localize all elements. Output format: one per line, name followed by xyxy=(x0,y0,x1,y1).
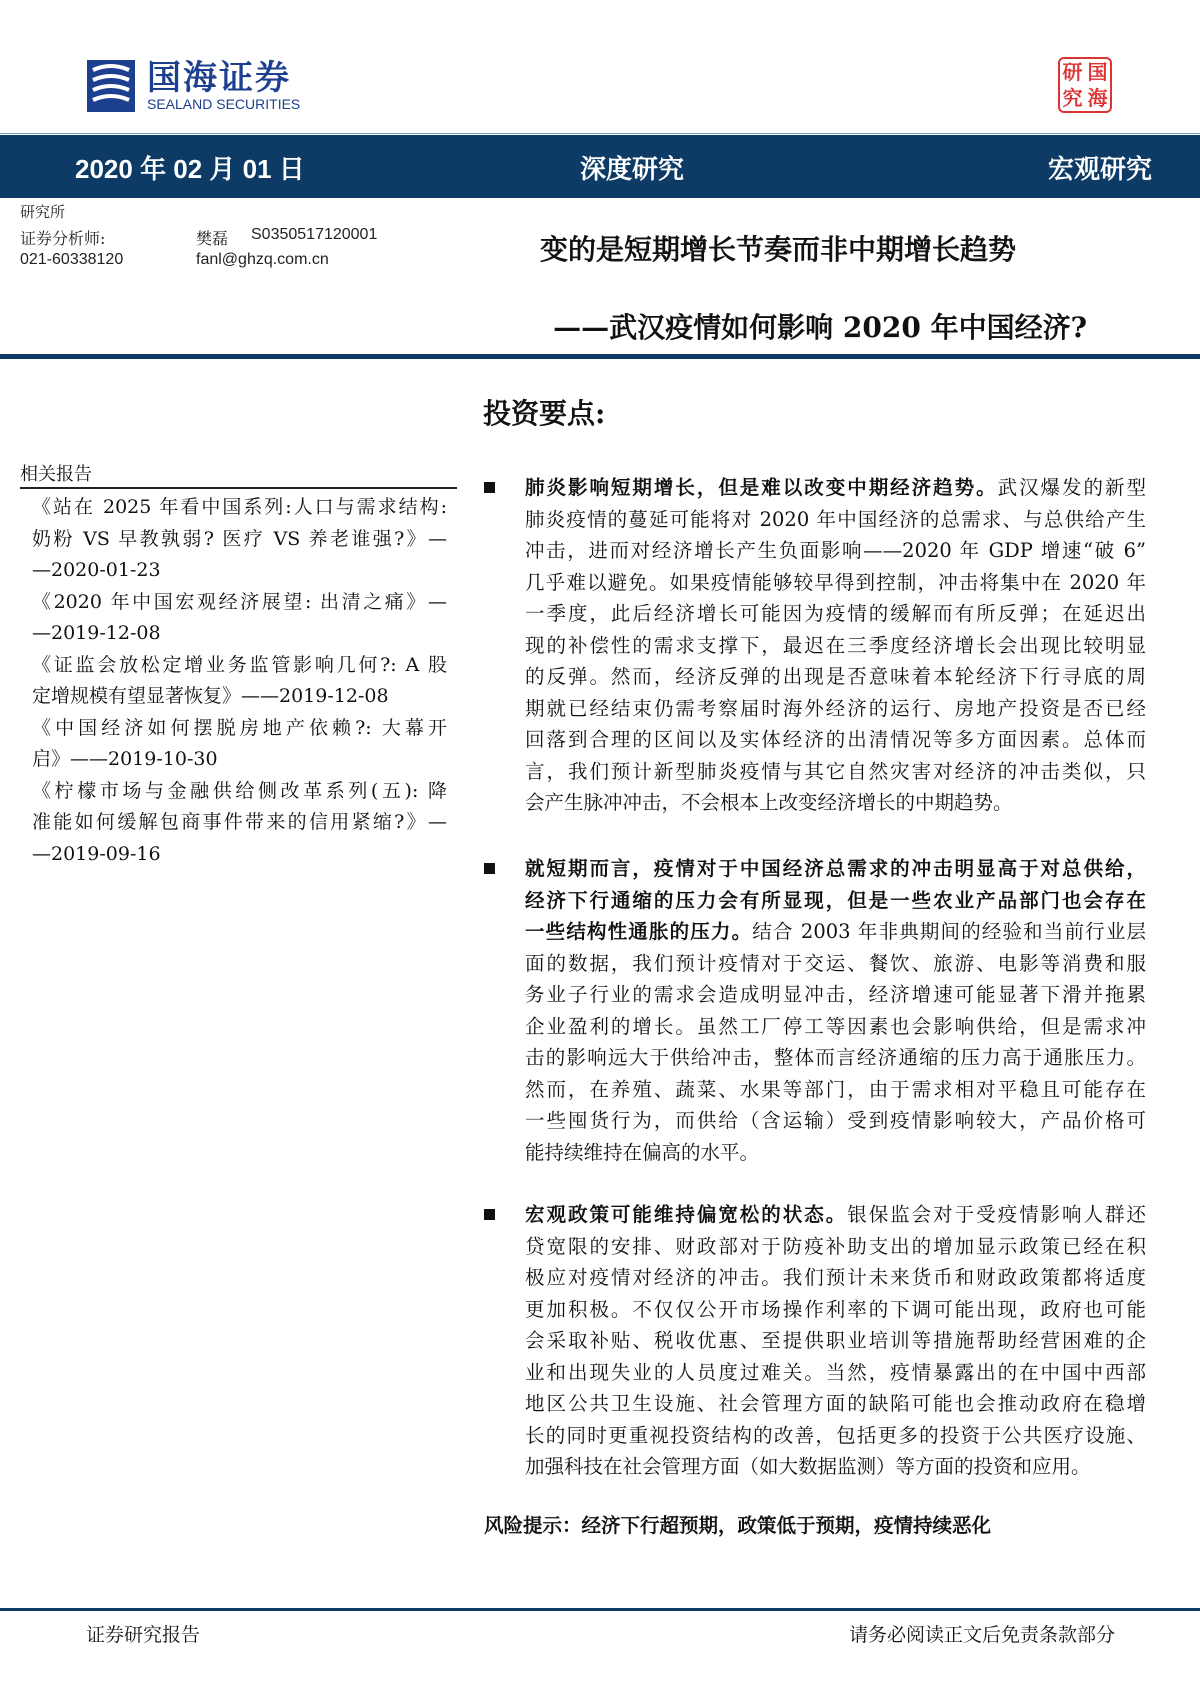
analyst-name: 樊磊 xyxy=(196,229,229,248)
paragraph-line xyxy=(525,1294,1146,1326)
key-point-3 xyxy=(484,1199,1146,1483)
body-text: 结合 2003 年非典期间的经验和当前行业层 xyxy=(752,920,1146,943)
paragraph-line xyxy=(525,1357,1146,1389)
body-text: 一季度，此后经济增长可能因为疫情的缓解而有所反弹；在延迟出 xyxy=(525,602,1146,625)
body-text: 会采取补贴、税收优惠、至提供职业培训等措施帮助经营困难的企 xyxy=(525,1329,1146,1352)
brand-name-cn: 国海证券 xyxy=(147,58,291,98)
related-report-line[interactable]: 定增规模有望显著恢复》——2019-12-08 xyxy=(32,685,389,707)
body-text: 期就已经结束仍需考察届时海外经济的运行、房地产投资是否已经 xyxy=(525,696,1146,720)
divider xyxy=(0,133,1200,134)
paragraph-line xyxy=(525,630,1146,662)
related-report-line[interactable]: 奶粉 VS 早教孰弱? 医疗 VS 养老谁强?》— xyxy=(32,527,447,550)
footer-left: 证券研究报告 xyxy=(86,1624,201,1646)
body-text: 长的同时更重视投资结构的改善，包括更多的投资于公共医疗设施、 xyxy=(525,1423,1146,1447)
bullet-square-icon xyxy=(484,1209,495,1220)
paragraph-line xyxy=(525,1074,1146,1106)
body-text: 然而，在养殖、蔬菜、水果等部门，由于需求相对平稳且可能存在 xyxy=(525,1077,1146,1101)
body-text: 极应对疫情对经济的冲击。我们预计未来货币和财政政策都将适度 xyxy=(525,1266,1146,1289)
related-reports-list xyxy=(32,492,447,870)
report-title: 变的是短期增长节奏而非中期增长趋势 xyxy=(540,233,1017,266)
brand-name-en: SEALAND SECURITIES xyxy=(147,96,301,112)
bullet-square-icon xyxy=(484,863,495,874)
related-report-line[interactable]: 启》——2019-10-30 xyxy=(32,748,218,770)
body-text: 加强科技在社会管理方面（如大数据监测）等方面的投资和应用。 xyxy=(525,1455,1091,1478)
paragraph-line xyxy=(525,1199,1146,1231)
section-heading: 投资要点: xyxy=(483,397,606,430)
analyst-license: S0350517120001 xyxy=(251,226,378,243)
related-report-line[interactable]: 准能如何缓解包商事件带来的信用紧缩?》— xyxy=(32,811,447,833)
paragraph-line xyxy=(525,756,1146,788)
body-text: 的反弹。然而，经济反弹的出现是否意味着本轮经济下行寻底的周 xyxy=(525,665,1146,688)
body-text: 现的补偿性的需求支撑下，最迟在三季度经济增长会出现比较明显 xyxy=(525,633,1146,657)
paragraph-line xyxy=(525,885,1146,917)
body-text: 言，我们预计新型肺炎疫情与其它自然灾害对经济的冲击类似，只 xyxy=(525,759,1146,783)
body-text: 地区公共卫生设施、社会管理方面的缺陷可能也会推动政府在稳增 xyxy=(525,1392,1146,1415)
related-report-line[interactable]: 《站在 2025 年看中国系列:人口与需求结构: xyxy=(32,496,447,518)
paragraph-line xyxy=(525,1042,1146,1074)
paragraph-line xyxy=(525,535,1146,567)
report-type: 深度研究 xyxy=(580,155,685,185)
bold-lead: 肺炎影响短期增长，但是难以改变中期经济趋势。 xyxy=(525,476,998,499)
paragraph-line xyxy=(525,1231,1146,1263)
paragraph-line xyxy=(525,724,1146,756)
related-report-line[interactable]: —2019-12-08 xyxy=(32,622,161,644)
analyst-email[interactable]: fanl@ghzq.com.cn xyxy=(196,251,329,268)
related-report-line[interactable]: 《中国经济如何摆脱房地产依赖?: 大幕开 xyxy=(32,716,447,739)
report-subtitle: ——武汉疫情如何影响 2020 年中国经济? xyxy=(553,311,1087,344)
paragraph-line xyxy=(525,598,1146,630)
bold-lead: 宏观政策可能维持偏宽松的状态。 xyxy=(525,1203,848,1226)
body-text: 面的数据，我们预计疫情对于交运、餐饮、旅游、电影等消费和服 xyxy=(525,951,1146,975)
risk-warning: 风险提示：经济下行超预期，政策低于预期，疫情持续恶化 xyxy=(484,1514,992,1537)
paragraph-line xyxy=(525,472,1146,504)
paragraph-line xyxy=(525,1451,1146,1483)
related-report-line[interactable]: 《柠檬市场与金融供给侧改革系列(五): 降 xyxy=(32,779,447,802)
divider xyxy=(0,354,1200,359)
paragraph-line xyxy=(525,979,1146,1011)
key-point-1 xyxy=(484,472,1146,819)
body-text: 回落到合理的区间以及实体经济的出清情况等多方面因素。总体而 xyxy=(525,728,1146,751)
paragraph-line xyxy=(525,787,1146,819)
body-text: 银保监会对于受疫情影响人群还 xyxy=(847,1203,1146,1226)
header-band xyxy=(0,135,1200,198)
footer-right: 请务必阅读正文后免责条款部分 xyxy=(848,1624,1115,1646)
company-logo xyxy=(85,58,300,114)
paragraph-line xyxy=(525,567,1146,599)
body-text: 几乎难以避免。如果疫情能够较早得到控制，冲击将集中在 2020 年 xyxy=(525,570,1146,594)
body-text: 能持续维持在偏高的水平。 xyxy=(525,1140,760,1164)
bold-lead: 经济下行通缩的压力会有所显现，但是一些农业产品部门也会存在 xyxy=(525,888,1146,912)
sealand-logo-icon xyxy=(85,58,137,114)
stamp-char: 国 xyxy=(1087,60,1108,84)
related-report-line[interactable]: —2019-09-16 xyxy=(32,842,161,865)
bold-lead: 就短期而言，疫情对于中国经济总需求的冲击明显高于对总供给， xyxy=(525,857,1146,880)
analyst-phone: 021-60338120 xyxy=(20,251,124,268)
bold-lead: 一些结构性通胀的压力。 xyxy=(525,920,753,943)
body-text: 冲击，进而对经济增长产生负面影响——2020 年 GDP 增速“破 6” xyxy=(525,539,1146,562)
body-text: 肺炎疫情的蔓延可能将对 2020 年中国经济的总需求、与总供给产生 xyxy=(525,507,1146,531)
body-text: 更加积极。不仅仅公开市场操作利率的下调可能出现，政府也可能 xyxy=(525,1297,1146,1321)
paragraph-line xyxy=(525,1011,1146,1043)
body-text: 企业盈利的增长。虽然工厂停工等因素也会影响供给，但是需求冲 xyxy=(525,1014,1146,1038)
paragraph-line xyxy=(525,1262,1146,1294)
divider xyxy=(0,1608,1200,1611)
body-text: 贷宽限的安排、财政部对于防疫补助支出的增加显示政策已经在积 xyxy=(525,1234,1146,1258)
paragraph-line xyxy=(525,948,1146,980)
stamp-char: 海 xyxy=(1087,86,1108,110)
body-text: 武汉爆发的新型 xyxy=(997,476,1146,499)
paragraph-line xyxy=(525,693,1146,725)
paragraph-line xyxy=(525,1325,1146,1357)
paragraph-line xyxy=(525,916,1146,948)
stamp-char: 究 xyxy=(1062,86,1083,110)
paragraph-line xyxy=(525,1105,1146,1137)
research-stamp-icon xyxy=(1058,57,1112,113)
paragraph-line xyxy=(525,1420,1146,1452)
stamp-char: 研 xyxy=(1062,60,1083,84)
related-report-line[interactable]: 《2020 年中国宏观经济展望: 出清之痛》— xyxy=(32,590,447,613)
dept-label: 研究所 xyxy=(20,203,66,221)
body-text: 一些囤货行为，而供给（含运输）受到疫情影响较大，产品价格可 xyxy=(525,1109,1146,1132)
body-text: 业和出现失业的人员度过难关。当然，疫情暴露出的在中国中西部 xyxy=(525,1360,1146,1384)
report-date: 2020 年 02 月 01 日 xyxy=(75,154,305,184)
divider xyxy=(20,487,457,489)
paragraph-line xyxy=(525,661,1146,693)
related-report-line[interactable]: —2020-01-23 xyxy=(32,559,161,581)
paragraph-line xyxy=(525,504,1146,536)
key-point-2 xyxy=(484,853,1146,1168)
analyst-label: 证券分析师: xyxy=(20,229,106,248)
body-text: 会产生脉冲冲击，不会根本上改变经济增长的中期趋势。 xyxy=(525,791,1013,814)
report-category: 宏观研究 xyxy=(1047,155,1152,185)
related-reports-heading: 相关报告 xyxy=(20,464,92,485)
paragraph-line xyxy=(525,1388,1146,1420)
bullet-square-icon xyxy=(484,482,495,493)
paragraph-line xyxy=(525,1137,1146,1169)
body-text: 务业子行业的需求会造成明显冲击，经济增速可能显著下滑并拖累 xyxy=(525,983,1146,1006)
related-report-line[interactable]: 《证监会放松定增业务监管影响几何?: A 股 xyxy=(32,653,447,676)
paragraph-line xyxy=(525,853,1146,885)
body-text: 击的影响远大于供给冲击，整体而言经济通缩的压力高于通胀压力。 xyxy=(525,1046,1146,1069)
